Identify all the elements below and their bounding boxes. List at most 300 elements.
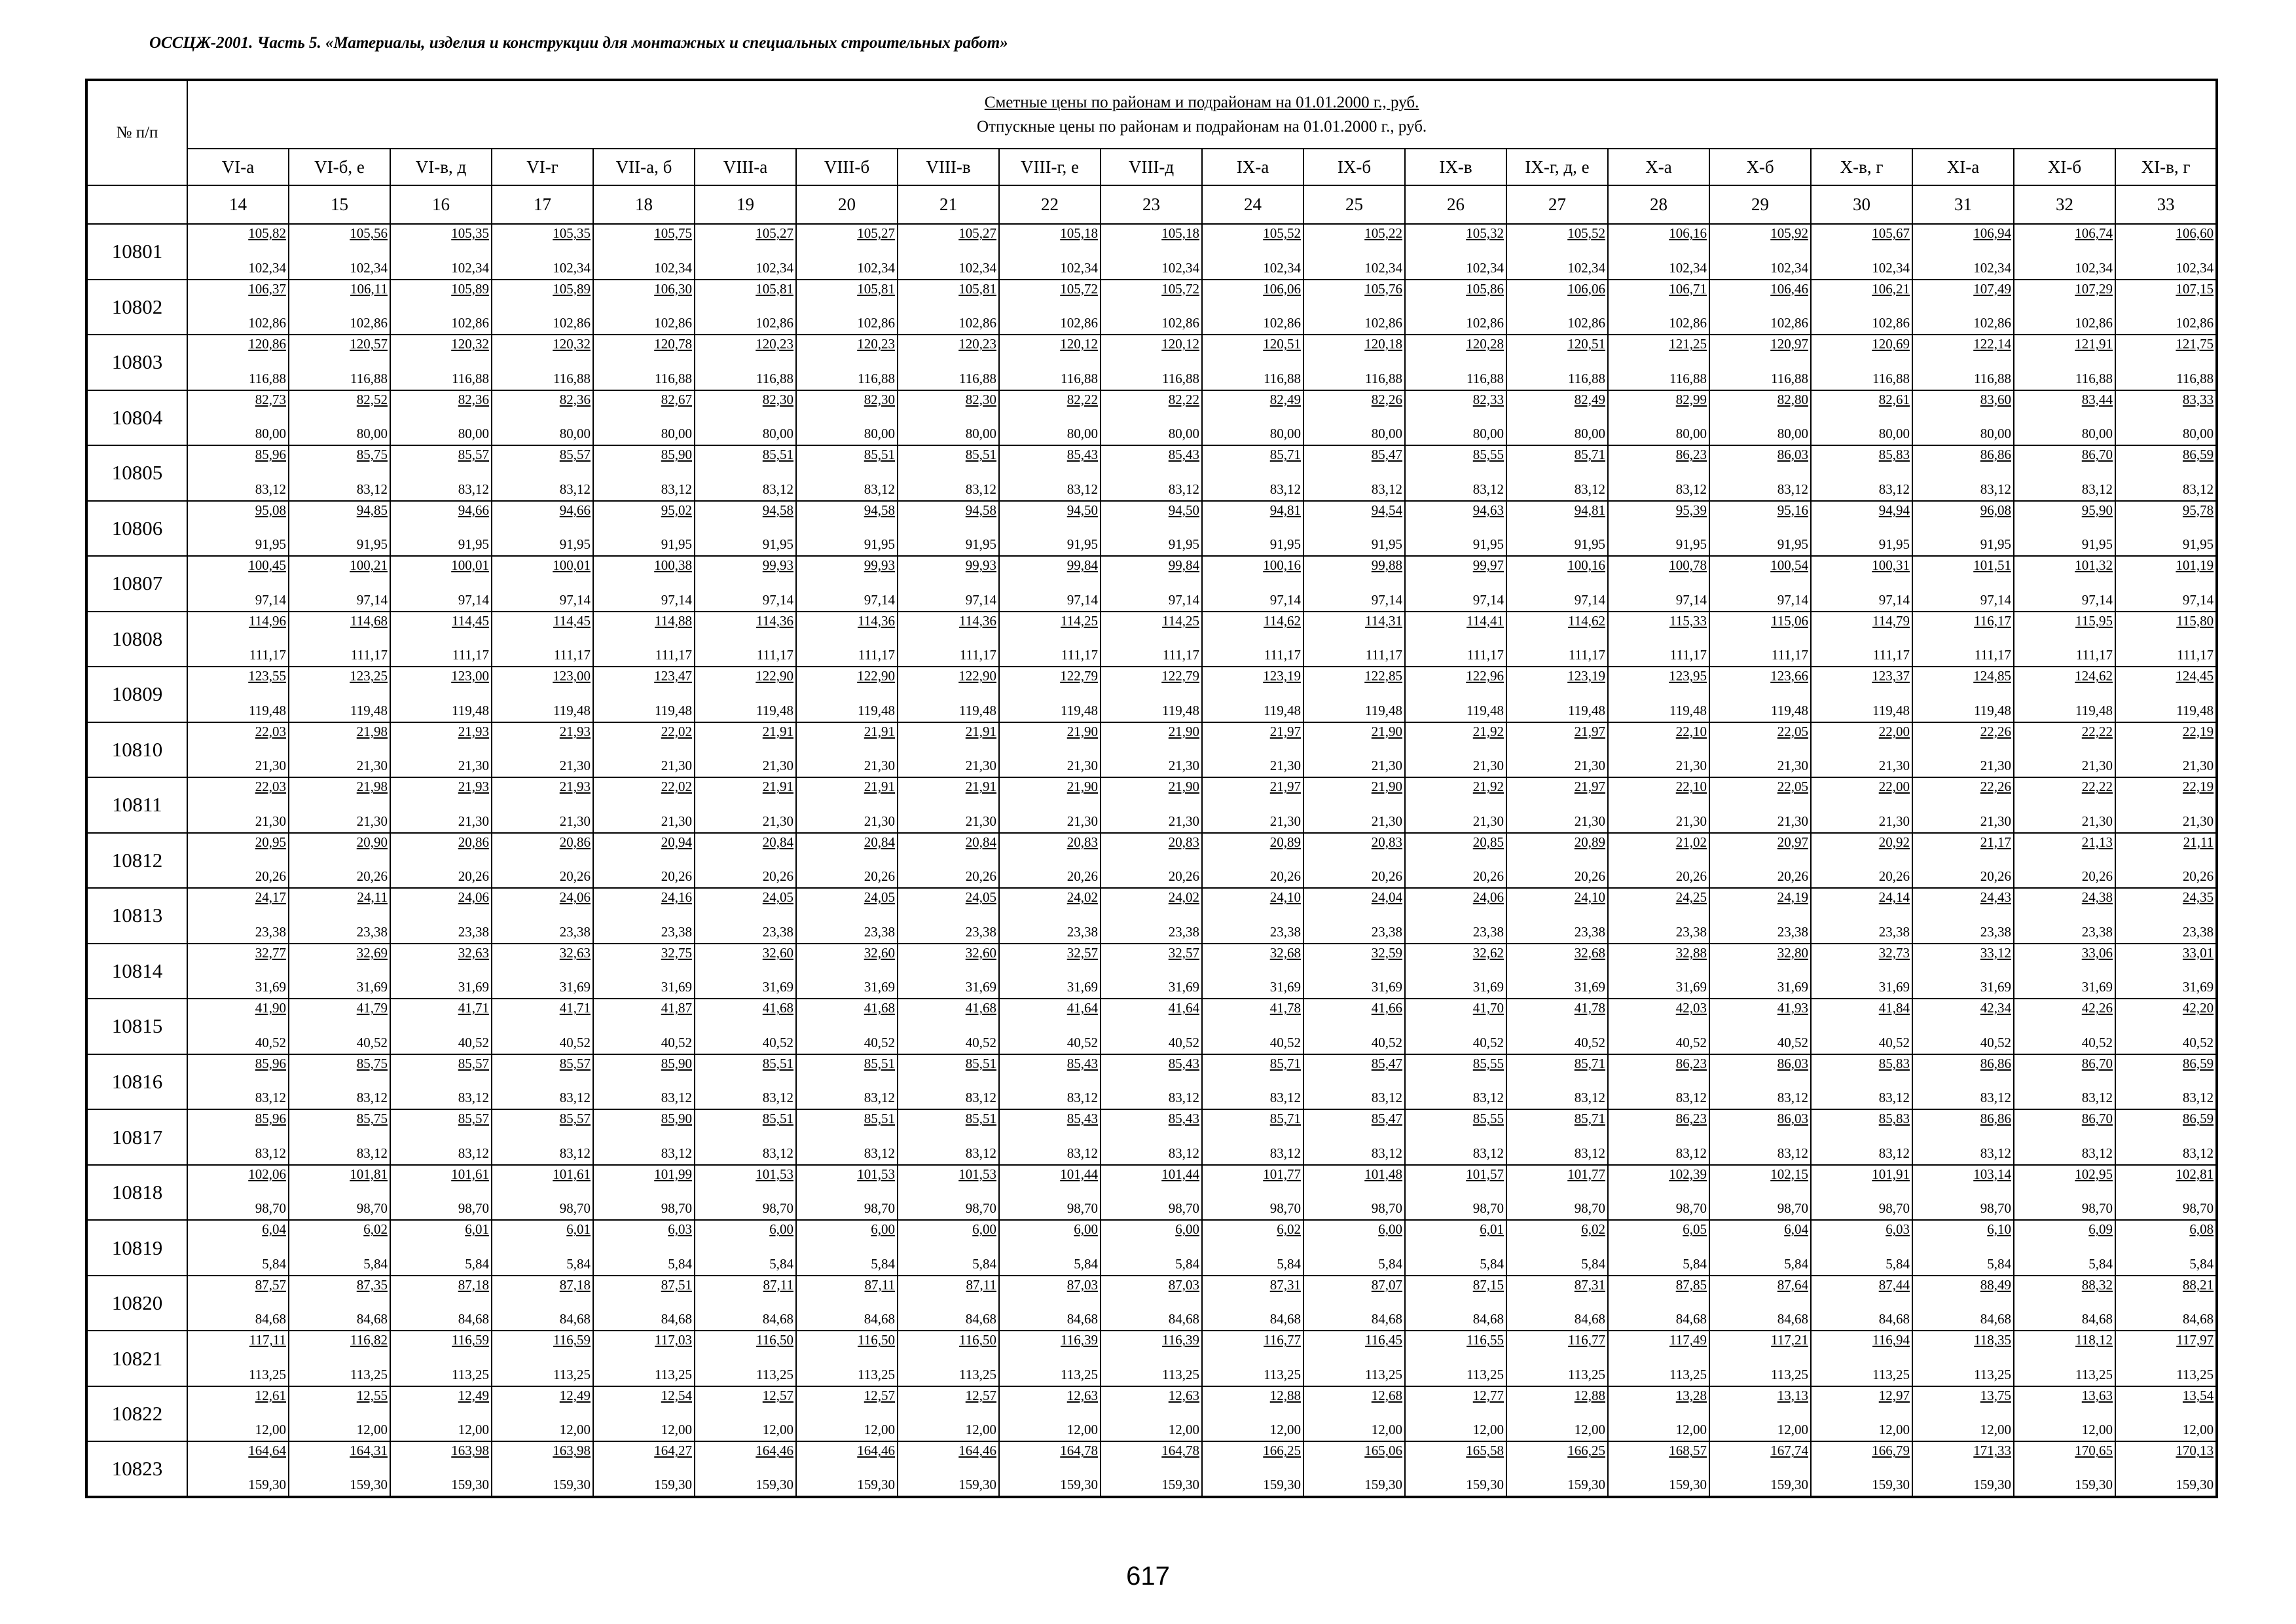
- release-price: 21,30: [1472, 813, 1504, 829]
- estimated-price: 164,46: [958, 1443, 996, 1459]
- price-cell: [1912, 224, 2014, 280]
- release-price: 113,25: [1365, 1366, 1402, 1382]
- item-code: 10806: [86, 501, 187, 557]
- price-cell: [289, 445, 390, 501]
- price-cell: [1101, 999, 1202, 1054]
- price-cell: [1912, 1054, 2014, 1110]
- release-price: 116,88: [1771, 370, 1808, 386]
- estimated-price: 21,90: [1066, 723, 1098, 739]
- price-cell: [1811, 280, 1912, 335]
- release-price: 20,26: [1371, 868, 1402, 885]
- estimated-price: 32,59: [1371, 944, 1402, 961]
- release-price: 83,12: [458, 1145, 489, 1161]
- release-price: 23,38: [965, 923, 996, 940]
- release-price: 83,12: [1269, 481, 1301, 497]
- release-price: 116,88: [1264, 370, 1301, 386]
- price-cell: [1811, 390, 1912, 446]
- release-price: 5,84: [2088, 1255, 2113, 1272]
- price-cell: [2115, 667, 2217, 722]
- estimated-price: 82,33: [1472, 391, 1504, 407]
- estimated-price: 105,35: [553, 225, 591, 241]
- release-price: 102,86: [1669, 315, 1707, 331]
- price-cell: [1506, 445, 1608, 501]
- release-price: 84,68: [1269, 1311, 1301, 1327]
- estimated-price: 32,60: [762, 944, 793, 961]
- price-cell: [1202, 999, 1303, 1054]
- release-price: 21,30: [864, 813, 895, 829]
- estimated-price: 105,56: [350, 225, 388, 241]
- price-cell: [898, 777, 999, 833]
- estimated-price: 87,15: [1472, 1276, 1504, 1293]
- price-cell: [1303, 777, 1405, 833]
- price-cell: [593, 1331, 695, 1386]
- column-number: 27: [1506, 185, 1608, 224]
- estimated-price: 120,32: [451, 336, 489, 352]
- estimated-price: 85,51: [864, 1055, 895, 1071]
- price-cell: [1202, 667, 1303, 722]
- estimated-price: 95,78: [2182, 502, 2214, 518]
- estimated-price: 21,93: [458, 779, 489, 795]
- release-price: 102,34: [1770, 259, 1808, 276]
- estimated-price: 22,26: [1980, 723, 2011, 739]
- price-cell: [1303, 335, 1405, 390]
- estimated-price: 85,75: [356, 1055, 388, 1071]
- estimated-prices-title: Сметные цены по районам и подрайонам на 01.01.2000 г., руб.: [984, 93, 1419, 111]
- estimated-price: 85,57: [458, 447, 489, 463]
- price-cell: [1405, 1276, 1506, 1331]
- release-price: 119,48: [756, 702, 793, 718]
- price-cell: [796, 445, 898, 501]
- item-code: 10818: [86, 1165, 187, 1221]
- release-price: 159,30: [756, 1477, 793, 1492]
- release-price: 83,12: [1574, 1145, 1605, 1161]
- price-cell: [1405, 1386, 1506, 1442]
- release-price: 98,70: [1980, 1200, 2011, 1217]
- release-price: 80,00: [965, 426, 996, 442]
- release-price: 113,25: [1872, 1366, 1910, 1382]
- release-price: 113,25: [756, 1366, 793, 1382]
- estimated-price: 164,78: [1060, 1443, 1098, 1459]
- estimated-price: 117,11: [249, 1332, 286, 1348]
- release-price: 102,86: [1060, 315, 1098, 331]
- release-price: 159,30: [1364, 1477, 1402, 1492]
- estimated-price: 101,51: [1973, 557, 2011, 574]
- estimated-price: 114,88: [655, 612, 692, 629]
- estimated-price: 21,93: [559, 723, 591, 739]
- price-cell: [1608, 777, 1709, 833]
- price-cell: [1303, 224, 1405, 280]
- price-cell: [796, 777, 898, 833]
- estimated-price: 87,51: [661, 1276, 692, 1293]
- price-cell: [796, 999, 898, 1054]
- price-cell: [390, 1165, 492, 1221]
- release-price: 12,00: [1472, 1422, 1504, 1438]
- release-price: 102,34: [958, 259, 996, 276]
- release-price: 40,52: [762, 1034, 793, 1050]
- release-price: 116,88: [1061, 370, 1098, 386]
- release-price: 119,48: [655, 702, 692, 718]
- estimated-price: 32,77: [255, 944, 286, 961]
- estimated-price: 100,54: [1770, 557, 1808, 574]
- price-cell: [1811, 224, 1912, 280]
- release-price: 21,30: [762, 758, 793, 774]
- estimated-price: 21,97: [1269, 723, 1301, 739]
- estimated-price: 85,51: [762, 447, 793, 463]
- release-price: 113,25: [655, 1366, 692, 1382]
- price-cell: [1709, 888, 1811, 944]
- estimated-price: 85,83: [1878, 1055, 1910, 1071]
- price-cell: [390, 1109, 492, 1165]
- region-header: VIII-г, е: [999, 149, 1101, 185]
- estimated-price: 124,62: [2075, 668, 2113, 684]
- estimated-price: 101,77: [1263, 1166, 1301, 1182]
- release-price: 111,17: [553, 647, 591, 663]
- region-header: VIII-б: [796, 149, 898, 185]
- estimated-price: 123,00: [553, 668, 591, 684]
- price-cell: [1506, 390, 1608, 446]
- price-cell: [2115, 1165, 2217, 1221]
- estimated-price: 87,11: [864, 1276, 895, 1293]
- release-price: 21,30: [2182, 758, 2214, 774]
- price-cell: [999, 1276, 1101, 1331]
- price-cell: [1101, 445, 1202, 501]
- estimated-price: 21,93: [559, 779, 591, 795]
- release-price: 5,84: [1886, 1255, 1910, 1272]
- price-cell: [695, 1331, 796, 1386]
- price-cell: [593, 556, 695, 612]
- estimated-price: 105,89: [553, 280, 591, 297]
- release-price: 40,52: [559, 1034, 591, 1050]
- release-price: 21,30: [1269, 758, 1301, 774]
- release-price: 31,69: [864, 979, 895, 995]
- estimated-price: 105,52: [1567, 225, 1605, 241]
- price-cell: [492, 1220, 593, 1276]
- price-cell: [390, 280, 492, 335]
- release-price: 23,38: [762, 923, 793, 940]
- release-price: 12,00: [1371, 1422, 1402, 1438]
- release-price: 102,86: [451, 315, 489, 331]
- estimated-price: 105,18: [1161, 225, 1199, 241]
- release-price: 40,52: [1269, 1034, 1301, 1050]
- release-price: 20,26: [1574, 868, 1605, 885]
- price-cell: [2014, 1386, 2115, 1442]
- price-cell: [2115, 280, 2217, 335]
- price-cell: [796, 888, 898, 944]
- price-cell: [695, 833, 796, 889]
- estimated-price: 41,68: [864, 1000, 895, 1016]
- release-price: 83,12: [1472, 1090, 1504, 1106]
- price-cell: [492, 777, 593, 833]
- release-price: 159,30: [654, 1477, 692, 1492]
- estimated-price: 120,12: [1161, 336, 1199, 352]
- price-cell: [999, 390, 1101, 446]
- release-price: 97,14: [661, 591, 692, 608]
- release-price: 21,30: [356, 758, 388, 774]
- release-price: 91,95: [661, 536, 692, 553]
- price-cell: [187, 1441, 289, 1497]
- column-number: 32: [2014, 185, 2115, 224]
- price-cell: [1506, 1276, 1608, 1331]
- estimated-price: 99,84: [1066, 557, 1098, 574]
- release-price: 97,14: [255, 591, 286, 608]
- price-cell: [1608, 501, 1709, 557]
- estimated-price: 116,17: [1974, 612, 2011, 629]
- release-price: 159,30: [248, 1477, 286, 1492]
- price-cell: [1608, 445, 1709, 501]
- release-price: 83,12: [458, 481, 489, 497]
- price-cell: [1912, 445, 2014, 501]
- release-price: 80,00: [762, 426, 793, 442]
- release-price: 159,30: [1060, 1477, 1098, 1492]
- release-price: 113,25: [350, 1366, 388, 1382]
- estimated-price: 6,03: [1886, 1221, 1910, 1238]
- price-cell: [1303, 445, 1405, 501]
- price-cell: [593, 667, 695, 722]
- price-cell: [898, 1331, 999, 1386]
- price-cell: [1101, 556, 1202, 612]
- price-cell: [390, 1441, 492, 1497]
- price-cell: [1101, 888, 1202, 944]
- price-title-header: [187, 80, 2217, 149]
- price-cell: [1405, 280, 1506, 335]
- price-cell: [1405, 667, 1506, 722]
- item-code: 10809: [86, 667, 187, 722]
- estimated-price: 85,90: [661, 1055, 692, 1071]
- estimated-price: 85,43: [1066, 1055, 1098, 1071]
- estimated-price: 6,00: [1378, 1221, 1402, 1238]
- price-cell: [796, 612, 898, 667]
- estimated-price: 114,96: [249, 612, 286, 629]
- estimated-price: 83,60: [1980, 391, 2011, 407]
- price-cell: [1303, 722, 1405, 778]
- release-price: 119,48: [1061, 702, 1098, 718]
- estimated-price: 32,63: [458, 944, 489, 961]
- price-cell: [695, 1386, 796, 1442]
- price-cell: [1912, 1165, 2014, 1221]
- estimated-price: 114,36: [756, 612, 793, 629]
- release-price: 102,34: [553, 259, 591, 276]
- estimated-price: 94,58: [864, 502, 895, 518]
- price-cell: [1101, 1331, 1202, 1386]
- estimated-price: 32,63: [559, 944, 591, 961]
- price-cell: [898, 999, 999, 1054]
- estimated-price: 120,86: [248, 336, 286, 352]
- price-cell: [1811, 722, 1912, 778]
- price-cell: [695, 390, 796, 446]
- release-price: 84,68: [1574, 1311, 1605, 1327]
- release-price: 5,84: [1074, 1255, 1098, 1272]
- estimated-price: 94,94: [1878, 502, 1910, 518]
- price-cell: [1709, 999, 1811, 1054]
- price-cell: [390, 1054, 492, 1110]
- price-cell: [2115, 944, 2217, 999]
- release-price: 113,25: [1669, 1366, 1707, 1382]
- price-cell: [1101, 833, 1202, 889]
- price-cell: [695, 777, 796, 833]
- price-cell: [593, 722, 695, 778]
- estimated-price: 85,43: [1168, 1055, 1199, 1071]
- estimated-price: 106,11: [350, 280, 388, 297]
- price-cell: [1303, 667, 1405, 722]
- release-price: 21,30: [458, 758, 489, 774]
- price-cell: [999, 445, 1101, 501]
- estimated-price: 86,03: [1777, 1055, 1808, 1071]
- release-price: 12,00: [356, 1422, 388, 1438]
- column-number: 16: [390, 185, 492, 224]
- estimated-price: 6,03: [668, 1221, 692, 1238]
- price-cell: [2014, 556, 2115, 612]
- release-price: 83,12: [356, 1090, 388, 1106]
- release-price: 21,30: [1980, 813, 2011, 829]
- price-cell: [1506, 1220, 1608, 1276]
- release-price: 83,12: [1878, 1090, 1910, 1106]
- estimated-price: 6,10: [1987, 1221, 2011, 1238]
- estimated-price: 115,06: [1771, 612, 1808, 629]
- price-cell: [289, 999, 390, 1054]
- release-price: 97,14: [1371, 591, 1402, 608]
- release-price: 12,00: [1574, 1422, 1605, 1438]
- estimated-price: 87,44: [1878, 1276, 1910, 1293]
- estimated-price: 100,45: [248, 557, 286, 574]
- price-cell: [695, 556, 796, 612]
- release-price: 21,30: [1574, 758, 1605, 774]
- release-price: 102,86: [857, 315, 895, 331]
- release-price: 111,17: [1771, 647, 1808, 663]
- estimated-price: 24,02: [1168, 889, 1199, 906]
- price-cell: [1811, 944, 1912, 999]
- price-cell: [2014, 612, 2115, 667]
- release-price: 21,30: [661, 758, 692, 774]
- estimated-price: 101,81: [350, 1166, 388, 1182]
- region-header: X-в, г: [1811, 149, 1912, 185]
- release-price: 83,12: [2081, 481, 2113, 497]
- price-cell: [898, 335, 999, 390]
- price-cell: [999, 833, 1101, 889]
- estimated-price: 171,33: [1973, 1443, 2011, 1459]
- release-price: 91,95: [864, 536, 895, 553]
- region-header: VIII-д: [1101, 149, 1202, 185]
- estimated-price: 6,02: [363, 1221, 388, 1238]
- release-price: 40,52: [965, 1034, 996, 1050]
- price-cell: [1506, 335, 1608, 390]
- table-row: [86, 501, 2217, 557]
- price-cell: [1101, 224, 1202, 280]
- estimated-price: 101,61: [553, 1166, 591, 1182]
- price-cell: [1912, 556, 2014, 612]
- price-cell: [695, 999, 796, 1054]
- price-cell: [898, 1220, 999, 1276]
- table-row: [86, 777, 2217, 833]
- price-cell: [1709, 1331, 1811, 1386]
- estimated-price: 168,57: [1669, 1443, 1707, 1459]
- release-price: 31,69: [1878, 979, 1910, 995]
- release-price: 20,26: [965, 868, 996, 885]
- release-price: 83,12: [559, 1090, 591, 1106]
- price-cell: [1506, 501, 1608, 557]
- price-cell: [1202, 1109, 1303, 1165]
- column-number: 23: [1101, 185, 1202, 224]
- price-cell: [1405, 722, 1506, 778]
- price-cell: [1202, 833, 1303, 889]
- price-cell: [1709, 777, 1811, 833]
- column-number: 14: [187, 185, 289, 224]
- estimated-price: 123,00: [451, 668, 489, 684]
- estimated-price: 24,06: [1472, 889, 1504, 906]
- release-price: 91,95: [1472, 536, 1504, 553]
- estimated-price: 85,55: [1472, 1055, 1504, 1071]
- estimated-price: 102,06: [248, 1166, 286, 1182]
- estimated-price: 86,86: [1980, 1111, 2011, 1127]
- price-cell: [999, 722, 1101, 778]
- estimated-price: 13,28: [1675, 1387, 1707, 1403]
- price-cell: [796, 556, 898, 612]
- price-cell: [289, 1165, 390, 1221]
- estimated-price: 21,90: [1168, 723, 1199, 739]
- release-price: 80,00: [2182, 426, 2214, 442]
- price-cell: [898, 1109, 999, 1165]
- estimated-price: 12,49: [458, 1387, 489, 1403]
- release-price: 23,38: [661, 923, 692, 940]
- estimated-price: 114,68: [350, 612, 388, 629]
- estimated-price: 24,38: [2081, 889, 2113, 906]
- price-cell: [1405, 335, 1506, 390]
- price-cell: [1608, 722, 1709, 778]
- price-cell: [1202, 1276, 1303, 1331]
- release-price: 97,14: [1777, 591, 1808, 608]
- estimated-price: 164,64: [248, 1443, 286, 1459]
- release-price: 20,26: [1066, 868, 1098, 885]
- price-cell: [593, 1441, 695, 1497]
- price-cell: [390, 224, 492, 280]
- estimated-price: 86,59: [2182, 447, 2214, 463]
- estimated-price: 82,26: [1371, 391, 1402, 407]
- estimated-price: 82,36: [458, 391, 489, 407]
- estimated-price: 21,97: [1269, 779, 1301, 795]
- region-header: XI-б: [2014, 149, 2115, 185]
- estimated-price: 42,20: [2182, 1000, 2214, 1016]
- release-price: 21,30: [661, 813, 692, 829]
- estimated-price: 82,73: [255, 391, 286, 407]
- release-price: 111,17: [249, 647, 286, 663]
- estimated-price: 105,32: [1466, 225, 1504, 241]
- estimated-price: 105,89: [451, 280, 489, 297]
- release-price: 159,30: [1973, 1477, 2011, 1492]
- estimated-price: 85,83: [1878, 1111, 1910, 1127]
- table-row: [86, 667, 2217, 722]
- estimated-price: 82,52: [356, 391, 388, 407]
- release-price: 102,34: [350, 259, 388, 276]
- release-price: 102,86: [2176, 315, 2214, 331]
- price-cell: [1405, 944, 1506, 999]
- release-price: 102,86: [1770, 315, 1808, 331]
- release-price: 31,69: [1675, 979, 1707, 995]
- price-cell: [593, 445, 695, 501]
- release-price: 20,26: [1675, 868, 1707, 885]
- estimated-price: 114,36: [858, 612, 895, 629]
- release-price: 116,88: [655, 370, 692, 386]
- estimated-price: 123,55: [248, 668, 286, 684]
- estimated-price: 114,25: [1061, 612, 1098, 629]
- item-code: 10805: [86, 445, 187, 501]
- release-price: 119,48: [959, 702, 996, 718]
- price-cell: [695, 224, 796, 280]
- release-price: 5,84: [1784, 1255, 1808, 1272]
- estimated-price: 21,91: [965, 723, 996, 739]
- release-price: 31,69: [2182, 979, 2214, 995]
- estimated-price: 85,51: [965, 1111, 996, 1127]
- price-cell: [1202, 1054, 1303, 1110]
- estimated-price: 100,01: [553, 557, 591, 574]
